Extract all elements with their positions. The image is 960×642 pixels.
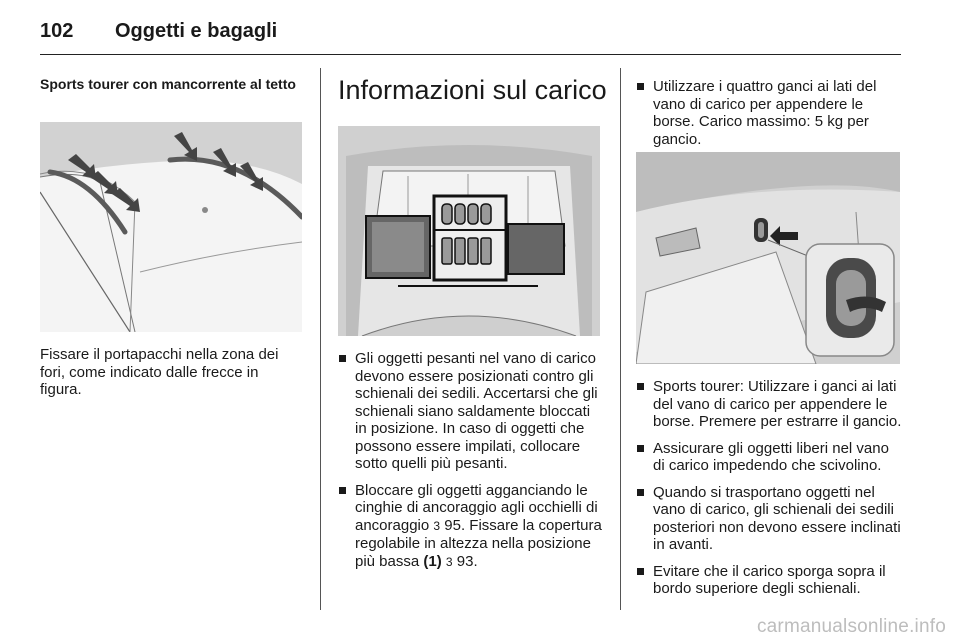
bullet-square-icon <box>339 487 346 494</box>
cross-reference-icon: 3 <box>445 554 453 569</box>
list-item-text: Utilizzare i quattro ganci ai lati del vano di carico per appendere le borse. Carico massimo: 5 kg per gancio. <box>653 78 877 148</box>
roof-rails-instruction: Fissare il portapacchi nella zona dei fori, come indicato dalle frecce in figura. <box>40 346 279 398</box>
list-item <box>636 440 902 475</box>
cargo-tips-bullet-list <box>636 378 902 607</box>
list-item <box>636 78 902 148</box>
list-item <box>636 563 902 598</box>
list-item-text: Evitare che il carico sporga sopra il bordo superiore degli schienali. <box>653 562 886 597</box>
cross-reference-icon: 3 <box>433 518 441 533</box>
hooks-bullet-list <box>636 78 902 157</box>
list-item: Bloccare gli oggetti agganciando le cinghie di ancoraggio agli occhielli di ancoraggio 3 95. Fissare la copertura regolabile in altezza nella posizione più bassa (1) 3 93. <box>338 482 604 572</box>
list-item-text-a: Bloccare gli oggetti agganciando le cinghie di ancoraggio agli occhielli di ancoraggio <box>355 481 598 534</box>
page-number: 102 <box>40 20 74 42</box>
bullet-square-icon <box>637 445 644 452</box>
list-item-text: Gli oggetti pesanti nel vano di carico devono essere posizionati contro gli schienali dei sedili. Accertarsi che gli schienali siano saldamente bloccati in posizione. In caso di oggetti che possono essere impilati, collocare sotto quelli più pesanti. <box>355 350 598 472</box>
cargo-boxes-figure <box>338 126 600 336</box>
section-title: Oggetti e bagagli <box>115 20 278 42</box>
bullet-square-icon <box>637 568 644 575</box>
list-item <box>636 484 902 554</box>
list-item <box>338 350 604 473</box>
list-item-text: Quando si trasportano oggetti nel vano di carico, gli schienali dei sedili posteriori non devono essere inclinati in avanti. <box>653 483 901 553</box>
page-reference-cover[interactable]: 93 <box>456 552 474 570</box>
list-item-text: Sports tourer: Utilizzare i ganci ai lati del vano di carico per appendere le borse. Premere per estrarre il gancio. <box>653 378 902 430</box>
list-item <box>636 378 902 431</box>
list-item-text-b: . Fissare la copertura regolabile in altezza nella posizione più bassa <box>355 516 602 570</box>
cargo-hook-figure <box>636 152 900 364</box>
bullet-square-icon <box>637 489 644 496</box>
subheading-roof-rails: Sports tourer con mancorrente al tetto <box>40 76 296 92</box>
page-header <box>40 14 900 54</box>
watermark: carmanualsonline.info <box>756 616 946 637</box>
bullet-square-icon <box>339 355 346 362</box>
list-item-text: Assicurare gli oggetti liberi nel vano di carico impedendo che scivolino. <box>653 439 889 474</box>
callout-label: (1) <box>423 552 442 570</box>
heading-load-information: Informazioni sul carico <box>338 75 607 105</box>
bullet-square-icon <box>637 83 644 90</box>
bullet-square-icon <box>637 383 644 390</box>
page-reference-anchors[interactable]: 95 <box>444 516 461 534</box>
roof-rails-figure <box>40 122 302 332</box>
column-divider-1 <box>320 68 321 610</box>
header-rule <box>40 54 901 55</box>
column-divider-2 <box>620 68 621 610</box>
load-info-bullet-list <box>338 350 604 580</box>
